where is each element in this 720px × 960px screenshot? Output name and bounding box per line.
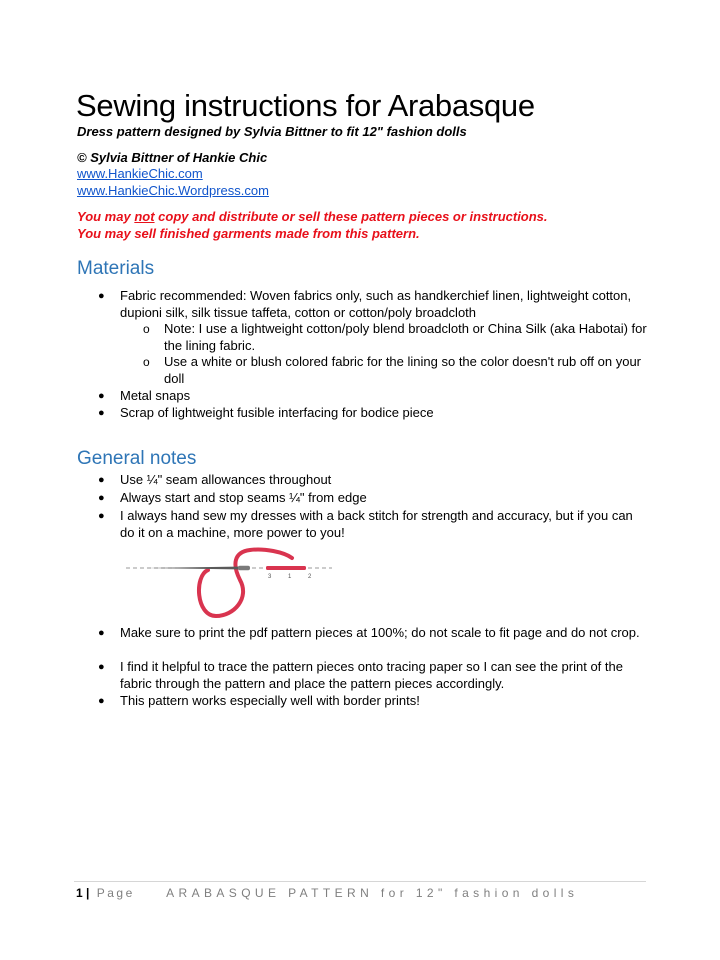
list-item: I find it helpful to trace the pattern pieces onto tracing paper so I can see the print of the fabric through the pattern and place the pattern pieces accordingly. xyxy=(120,659,623,691)
back-stitch-illustration xyxy=(124,540,334,620)
bullet-icon: ● xyxy=(98,510,105,522)
page-footer xyxy=(76,885,578,901)
list-item: Metal snaps xyxy=(120,388,191,403)
list-item: Use ¼" seam allowances throughout xyxy=(120,472,332,487)
thread-loop xyxy=(199,549,292,616)
link-hankiechic-wordpress[interactable]: www.HankieChic.Wordpress.com xyxy=(77,183,269,198)
bullet-icon: ● xyxy=(98,474,105,486)
circle-bullet-icon: o xyxy=(143,322,150,336)
bullet-icon: ● xyxy=(98,407,105,419)
copyright-line: © Sylvia Bittner of Hankie Chic xyxy=(77,150,268,165)
needle-icon xyxy=(146,567,244,570)
list-item: Scrap of lightweight fusible interfacing for bodice piece xyxy=(120,405,434,420)
page-word: Page xyxy=(96,886,135,900)
warning-text-a: You may xyxy=(77,209,135,224)
warning-line-1 xyxy=(77,209,548,225)
stitch-label: 1 xyxy=(288,574,292,580)
stitch-label: 2 xyxy=(308,574,312,580)
needle-eye xyxy=(238,566,250,570)
stitch-label: 3 xyxy=(268,574,272,580)
warning-text-b: copy and distribute or sell these pattern pieces or instructions. xyxy=(154,209,548,224)
bullet-icon: ● xyxy=(98,661,105,673)
bullet-icon: ● xyxy=(98,390,105,402)
list-item: Always start and stop seams ¼" from edge xyxy=(120,490,367,505)
bullet-icon: ● xyxy=(98,492,105,504)
bullet-icon: ● xyxy=(98,290,105,302)
bullet-icon: ● xyxy=(98,627,105,639)
list-item: This pattern works especially well with border prints! xyxy=(120,693,420,708)
subtitle: Dress pattern designed by Sylvia Bittner to fit 12" fashion dolls xyxy=(77,124,467,139)
list-item: Note: I use a lightweight cotton/poly blend broadcloth or China Silk (aka Habotai) for the lining fabric. xyxy=(164,321,647,353)
materials-heading: Materials xyxy=(77,258,155,279)
warning-line-2: You may sell finished garments made from this pattern. xyxy=(77,226,420,241)
warning-not: not xyxy=(134,209,155,224)
list-item: Use a white or blush colored fabric for the lining so the color doesn't rub off on your doll xyxy=(164,354,642,386)
footer-separator: | xyxy=(86,886,90,900)
list-item: I always hand sew my dresses with a back stitch for strength and accuracy, but if you can do it on a machine, more power to you! xyxy=(120,508,633,540)
footer-doc-title: ARABASQUE PATTERN for 12" fashion dolls xyxy=(166,886,579,900)
circle-bullet-icon: o xyxy=(143,355,150,369)
list-item: Make sure to print the pdf pattern pieces at 100%; do not scale to fit page and do not crop. xyxy=(120,625,640,640)
link-hankiechic[interactable]: www.HankieChic.com xyxy=(77,166,203,181)
bullet-icon: ● xyxy=(98,695,105,707)
footer-divider xyxy=(74,881,646,882)
general-notes-heading: General notes xyxy=(77,448,197,469)
page-title: Sewing instructions for Arabasque xyxy=(76,88,535,123)
stitch-segment xyxy=(266,566,306,570)
page-number: 1 xyxy=(76,886,83,900)
list-item: Fabric recommended: Woven fabrics only, such as handkerchief linen, lightweight cotton, dupioni silk, silk tissue taffeta, cotton or cotton/poly broadcloth xyxy=(120,288,632,320)
